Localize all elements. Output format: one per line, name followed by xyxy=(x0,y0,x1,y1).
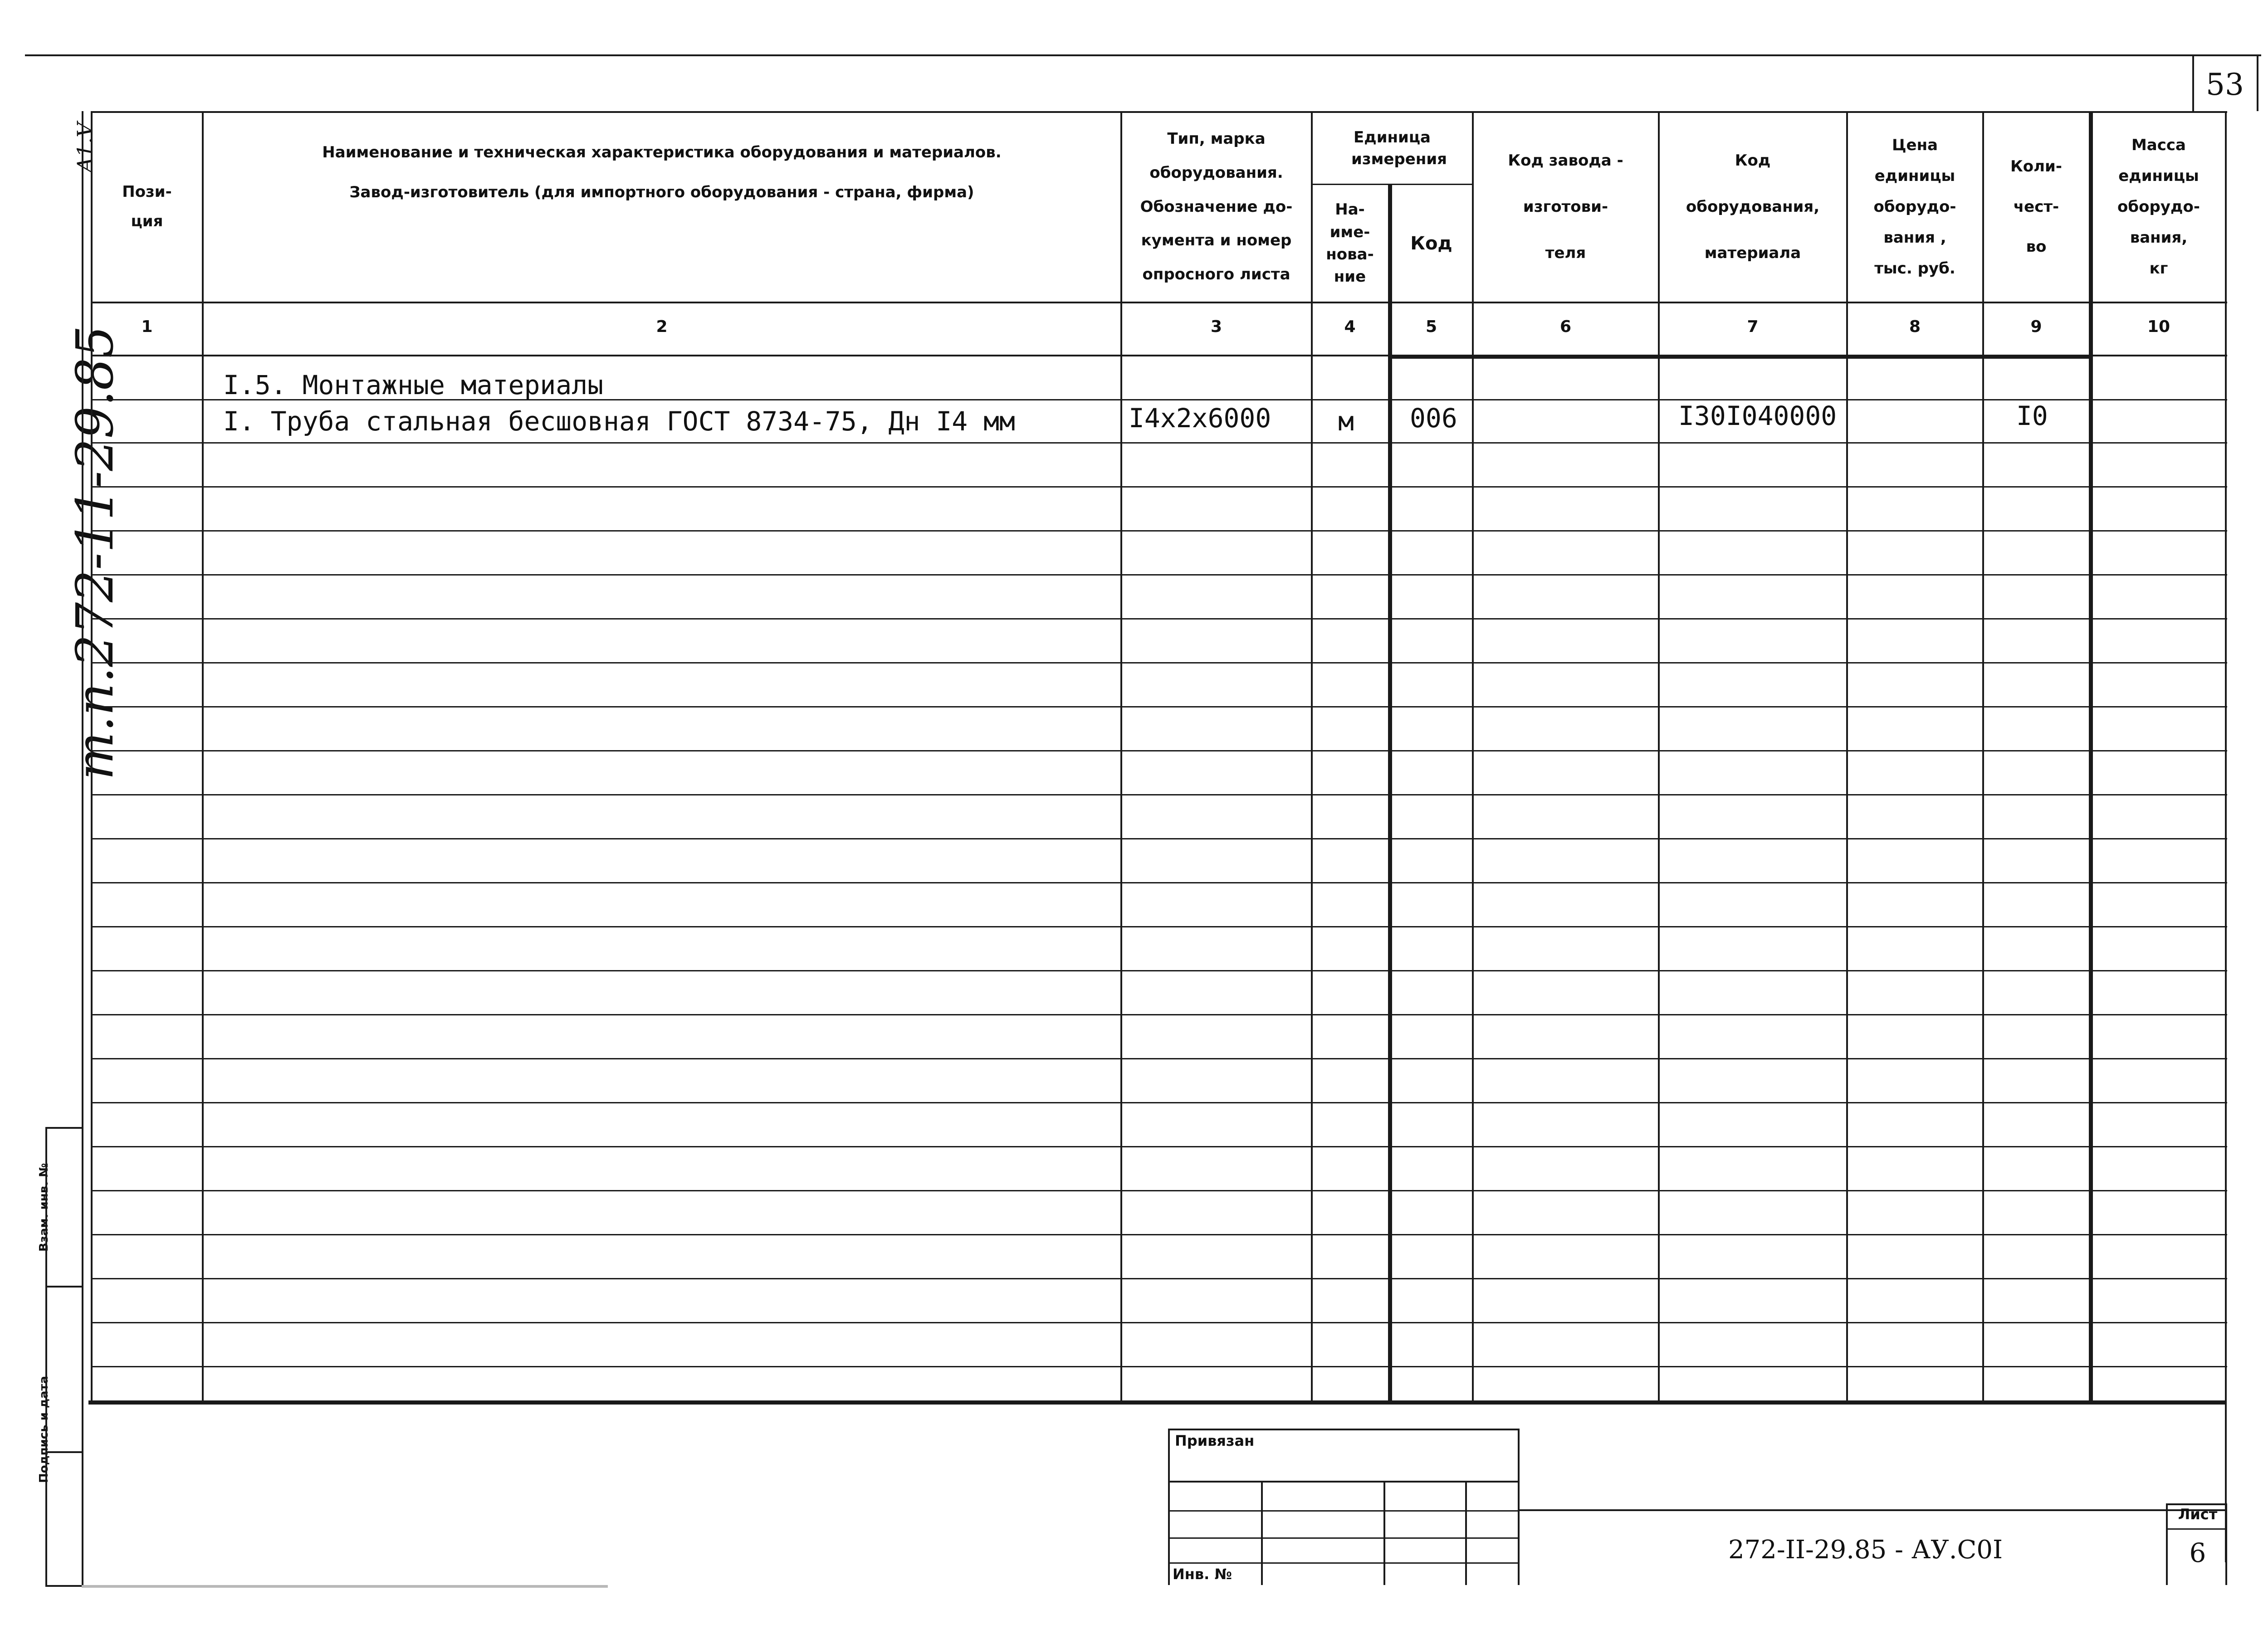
header-unit-name: На- име- нова- ние xyxy=(1326,200,1374,286)
stamp-strip-left xyxy=(45,1127,47,1585)
table-row-rule xyxy=(91,926,2227,927)
stamp-replacement-label: Взам. инв. № xyxy=(37,1163,51,1252)
table-row-rule xyxy=(91,1278,2227,1279)
table-row-rule xyxy=(91,1234,2227,1235)
stamp-top-rule xyxy=(1520,1509,2227,1511)
colnum-4: 4 xyxy=(1344,317,1356,336)
table-row-rule xyxy=(91,618,2227,619)
row-2-name: I. Труба стальная бесшовная ГОСТ 8734-75, Дн I4 мм xyxy=(223,406,1015,437)
colnum-9: 9 xyxy=(2030,317,2042,336)
col-line-4 xyxy=(1388,184,1392,1403)
table-row-rule xyxy=(91,970,2227,971)
col-line-3 xyxy=(1311,111,1313,1403)
inventory-label: Инв. № xyxy=(1173,1566,1232,1583)
col-line-10 xyxy=(2225,111,2227,1562)
header-unit-group: Единица измерения xyxy=(1351,128,1447,168)
row-1-name: I.5. Монтажные материалы xyxy=(223,370,604,400)
col-line-9 xyxy=(2089,111,2093,1403)
document-code: 272-II-29.85 - АУ.С0I xyxy=(1728,1535,2003,1565)
stamp-strip-line-2 xyxy=(45,1286,82,1288)
bound-col-3 xyxy=(1465,1481,1467,1585)
colnum-2: 2 xyxy=(656,317,668,336)
table-row-rule xyxy=(91,1366,2227,1367)
table-bottom-border xyxy=(88,1400,2225,1405)
col-line-2 xyxy=(1120,111,1122,1403)
designation-vertical: т.п.272-11-29.85 xyxy=(66,325,125,780)
col-line-8 xyxy=(1982,111,1984,1403)
row-2-type: I4x2x6000 xyxy=(1129,403,1271,434)
format-mark: A1.V xyxy=(73,122,97,172)
page-number-box-right xyxy=(2257,54,2258,111)
header-bottom-border xyxy=(91,302,2227,303)
top-border xyxy=(25,54,2261,56)
table-row-rule xyxy=(91,750,2227,751)
table-top-border xyxy=(91,111,2227,113)
colnum-10: 10 xyxy=(2147,317,2170,336)
unit-group-divider xyxy=(1311,184,1472,185)
table-row-rule xyxy=(91,1014,2227,1015)
table-row-rule xyxy=(91,662,2227,663)
page-number: 53 xyxy=(2206,67,2244,102)
stamp-strip-line-1 xyxy=(45,1127,82,1129)
sheet-label: Лист xyxy=(2178,1506,2218,1523)
sheet-box-rule xyxy=(2166,1528,2227,1530)
table-row-rule xyxy=(91,1058,2227,1059)
header-quantity: Коли- чест- во xyxy=(2010,157,2062,256)
row-2-unit-code: 006 xyxy=(1410,403,1457,434)
table-row-rule xyxy=(91,1146,2227,1147)
header-type: Тип, марка оборудования. Обозначение до- кумента и номер опросного листа xyxy=(1140,130,1293,284)
col-line-0 xyxy=(91,111,93,1403)
header-unit-code: Код xyxy=(1410,233,1452,254)
bound-col-2 xyxy=(1383,1481,1385,1585)
table-row-rule xyxy=(91,794,2227,795)
col-line-6 xyxy=(1658,111,1660,1403)
table-row-rule xyxy=(91,882,2227,883)
stamp-strip-line-3 xyxy=(45,1451,82,1453)
table-row-rule xyxy=(91,838,2227,839)
col-line-1 xyxy=(202,111,204,1403)
colnum-7: 7 xyxy=(1747,317,1759,336)
table-row-rule xyxy=(91,442,2227,444)
header-mass: Масса единицы оборудо- вания, кг xyxy=(2117,136,2200,278)
col-line-5 xyxy=(1472,111,1474,1403)
table-row-rule xyxy=(91,574,2227,576)
colnum-bold-rule xyxy=(1388,355,2093,359)
page-number-box-left xyxy=(2192,54,2194,111)
scan-artifact-line xyxy=(82,1585,608,1588)
colnum-6: 6 xyxy=(1559,317,1572,336)
table-row-rule xyxy=(91,1190,2227,1191)
stamp-signature-label: Подпись и дата xyxy=(37,1375,51,1483)
sheet-number: 6 xyxy=(2189,1537,2206,1568)
row-2-material-code: I30I040000 xyxy=(1678,400,1837,431)
header-material-code: Код оборудования, материала xyxy=(1686,151,1820,262)
table-row-rule xyxy=(91,1322,2227,1323)
row-2-unit: м xyxy=(1338,406,1354,437)
row-2-quantity: I0 xyxy=(2016,400,2048,431)
header-name: Наименование и техническая характеристика оборудования и материалов. Завод-изготовитель (для импортного оборудования - страна, фирма) xyxy=(322,143,1002,201)
header-maker-code: Код завода - изготови- теля xyxy=(1508,151,1623,262)
colnum-5: 5 xyxy=(1425,317,1437,336)
stamp-strip-divider xyxy=(82,111,83,1585)
table-row-rule xyxy=(91,530,2227,532)
table-row-rule xyxy=(91,706,2227,707)
bound-label: Привязан xyxy=(1175,1432,1255,1449)
colnum-8: 8 xyxy=(1909,317,1921,336)
header-price: Цена единицы оборудо- вания , тыс. руб. xyxy=(1873,136,1956,278)
table-row-rule xyxy=(91,486,2227,488)
col-line-7 xyxy=(1846,111,1848,1403)
table-row-rule xyxy=(91,1102,2227,1103)
bound-col-1 xyxy=(1261,1481,1263,1585)
header-position: Пози- ция xyxy=(122,183,172,230)
colnum-3: 3 xyxy=(1210,317,1222,336)
colnum-1: 1 xyxy=(141,317,153,336)
